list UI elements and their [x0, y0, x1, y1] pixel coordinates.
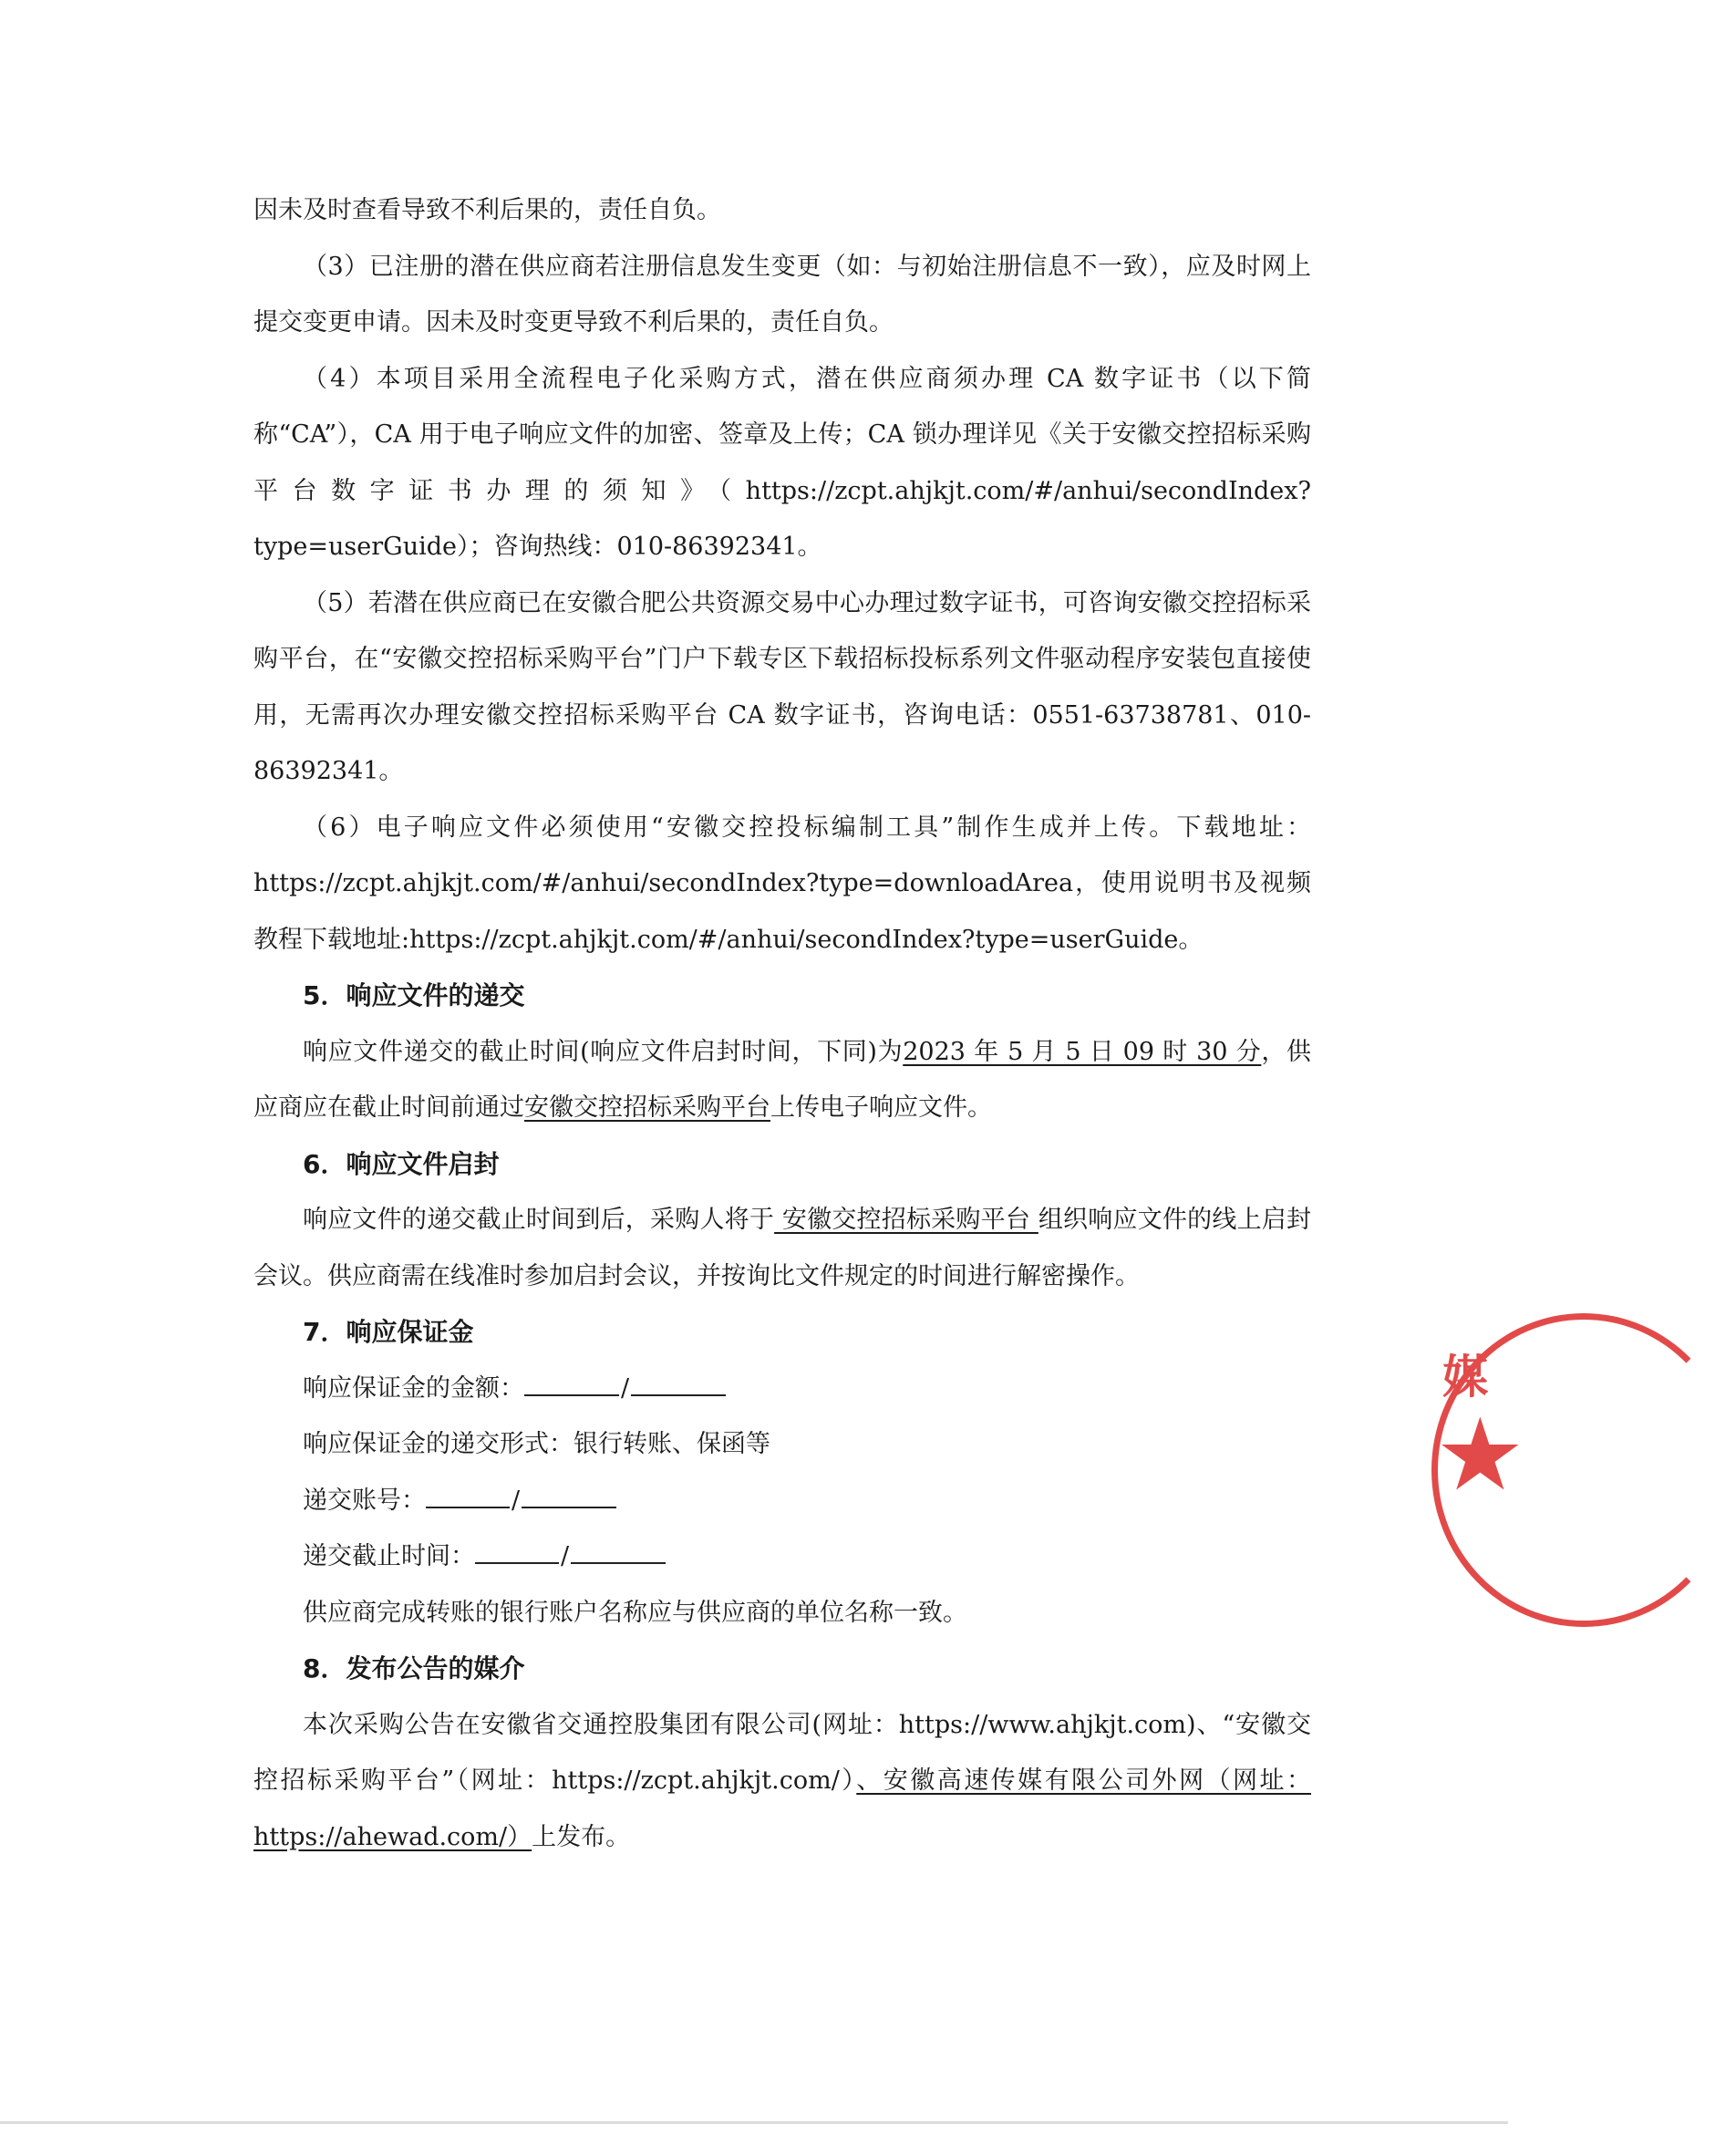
paragraph: （6）电子响应文件必须使用“安徽交控投标编制工具”制作生成并上传。下载地址：https://zcpt.ahjkjt.com/#/anhui/secondIndex?type=downloadArea，使用说明书及视频教程下载地址:https://zcpt.ahjkjt.com/#/anhui/secondIndex?type=userGuide。	[253, 813, 1311, 954]
paragraph: （4）本项目采用全流程电子化采购方式，潜在供应商须办理 CA 数字证书（以下简称“CA”），CA 用于电子响应文件的加密、签章及上传；CA 锁办理详见《关于安徽交控招标采购平台数字证书办理的须知》（https://zcpt.ahjkjt.com/#/anhui/secondIndex?type=userGuide）；咨询热线：010-86392341。	[253, 364, 1311, 561]
deposit-form-line: 响应保证金的递交形式：银行转账、保函等	[303, 1430, 770, 1458]
paragraph	[253, 1697, 1311, 1866]
text: 响应文件递交的截止时间(响应文件启封时间，下同)为	[303, 1037, 904, 1066]
slash: /	[512, 1486, 521, 1515]
paragraph: 因未及时查看导致不利后果的，责任自负。	[253, 196, 721, 224]
paragraph	[253, 1192, 1311, 1304]
paragraph: （3）已注册的潜在供应商若注册信息发生变更（如：与初始注册信息不一致），应及时网上提交变更申请。因未及时变更导致不利后果的，责任自负。	[253, 252, 1311, 337]
deposit-amount-line	[253, 1361, 1311, 1417]
slash: /	[621, 1373, 630, 1403]
platform-name: 安徽交控招标采购平台	[524, 1093, 770, 1122]
blank-line	[571, 1538, 666, 1564]
platform-name: 安徽交控招标采购平台	[774, 1206, 1038, 1234]
label: 响应保证金的金额：	[303, 1373, 524, 1403]
paragraph: （5）若潜在供应商已在安徽合肥公共资源交易中心办理过数字证书，可咨询安徽交控招标采购平台，在“安徽交控招标采购平台”门户下载专区下载招标投标系列文件驱动程序安装包直接使用，无需再次办理安徽交控招标采购平台 CA 数字证书，咨询电话：0551-63738781、010-86392341。	[253, 588, 1311, 785]
deadline-date: 2023 年 5 月 5 日 09 时 30 分	[903, 1037, 1262, 1066]
section-heading: 6．响应文件启封	[303, 1148, 500, 1179]
seal-glyph: 媒	[1442, 1351, 1488, 1404]
paragraph: 供应商完成转账的银行账户名称应与供应商的单位名称一致。	[303, 1598, 967, 1627]
deadline-line	[253, 1528, 1311, 1585]
red-seal-stamp	[1421, 1313, 1525, 1623]
document-body	[253, 182, 1311, 1865]
slash: /	[561, 1542, 570, 1570]
label: 递交账号：	[303, 1486, 426, 1515]
text: 组织响应文件的线上启封会议。供应商需在线准时参加启封会议，并按询比文件规定的时间进行解密操作。	[253, 1206, 1311, 1290]
blank-line	[426, 1483, 510, 1508]
media-link: 、安徽高速传媒有限公司外网（网址：https://ahewad.com/）	[253, 1766, 1312, 1851]
star-icon: ★	[1435, 1396, 1525, 1513]
text: 上发布。	[532, 1822, 631, 1851]
text: 响应文件的递交截止时间到后，采购人将于	[303, 1206, 775, 1234]
blank-line	[524, 1371, 619, 1396]
account-line	[253, 1473, 1311, 1529]
label: 递交截止时间：	[303, 1542, 475, 1570]
section-heading: 8．发布公告的媒介	[303, 1653, 525, 1683]
paragraph	[253, 1024, 1311, 1136]
text: ，供应商应在截止时间前通过	[253, 1037, 1311, 1122]
blank-line	[631, 1371, 726, 1396]
scan-edge-line	[0, 2121, 1508, 2124]
blank-line	[475, 1538, 559, 1564]
text: 本次采购公告在安徽省交通控股集团有限公司(网址：https://www.ahjkjt.com)、“安徽交控招标采购平台”（网址：https://zcpt.ahjkjt.com/）	[253, 1710, 1311, 1795]
section-heading: 5．响应文件的递交	[303, 980, 525, 1010]
blank-line	[522, 1483, 616, 1508]
text: 上传电子响应文件。	[770, 1093, 992, 1122]
section-heading: 7．响应保证金	[303, 1317, 474, 1347]
